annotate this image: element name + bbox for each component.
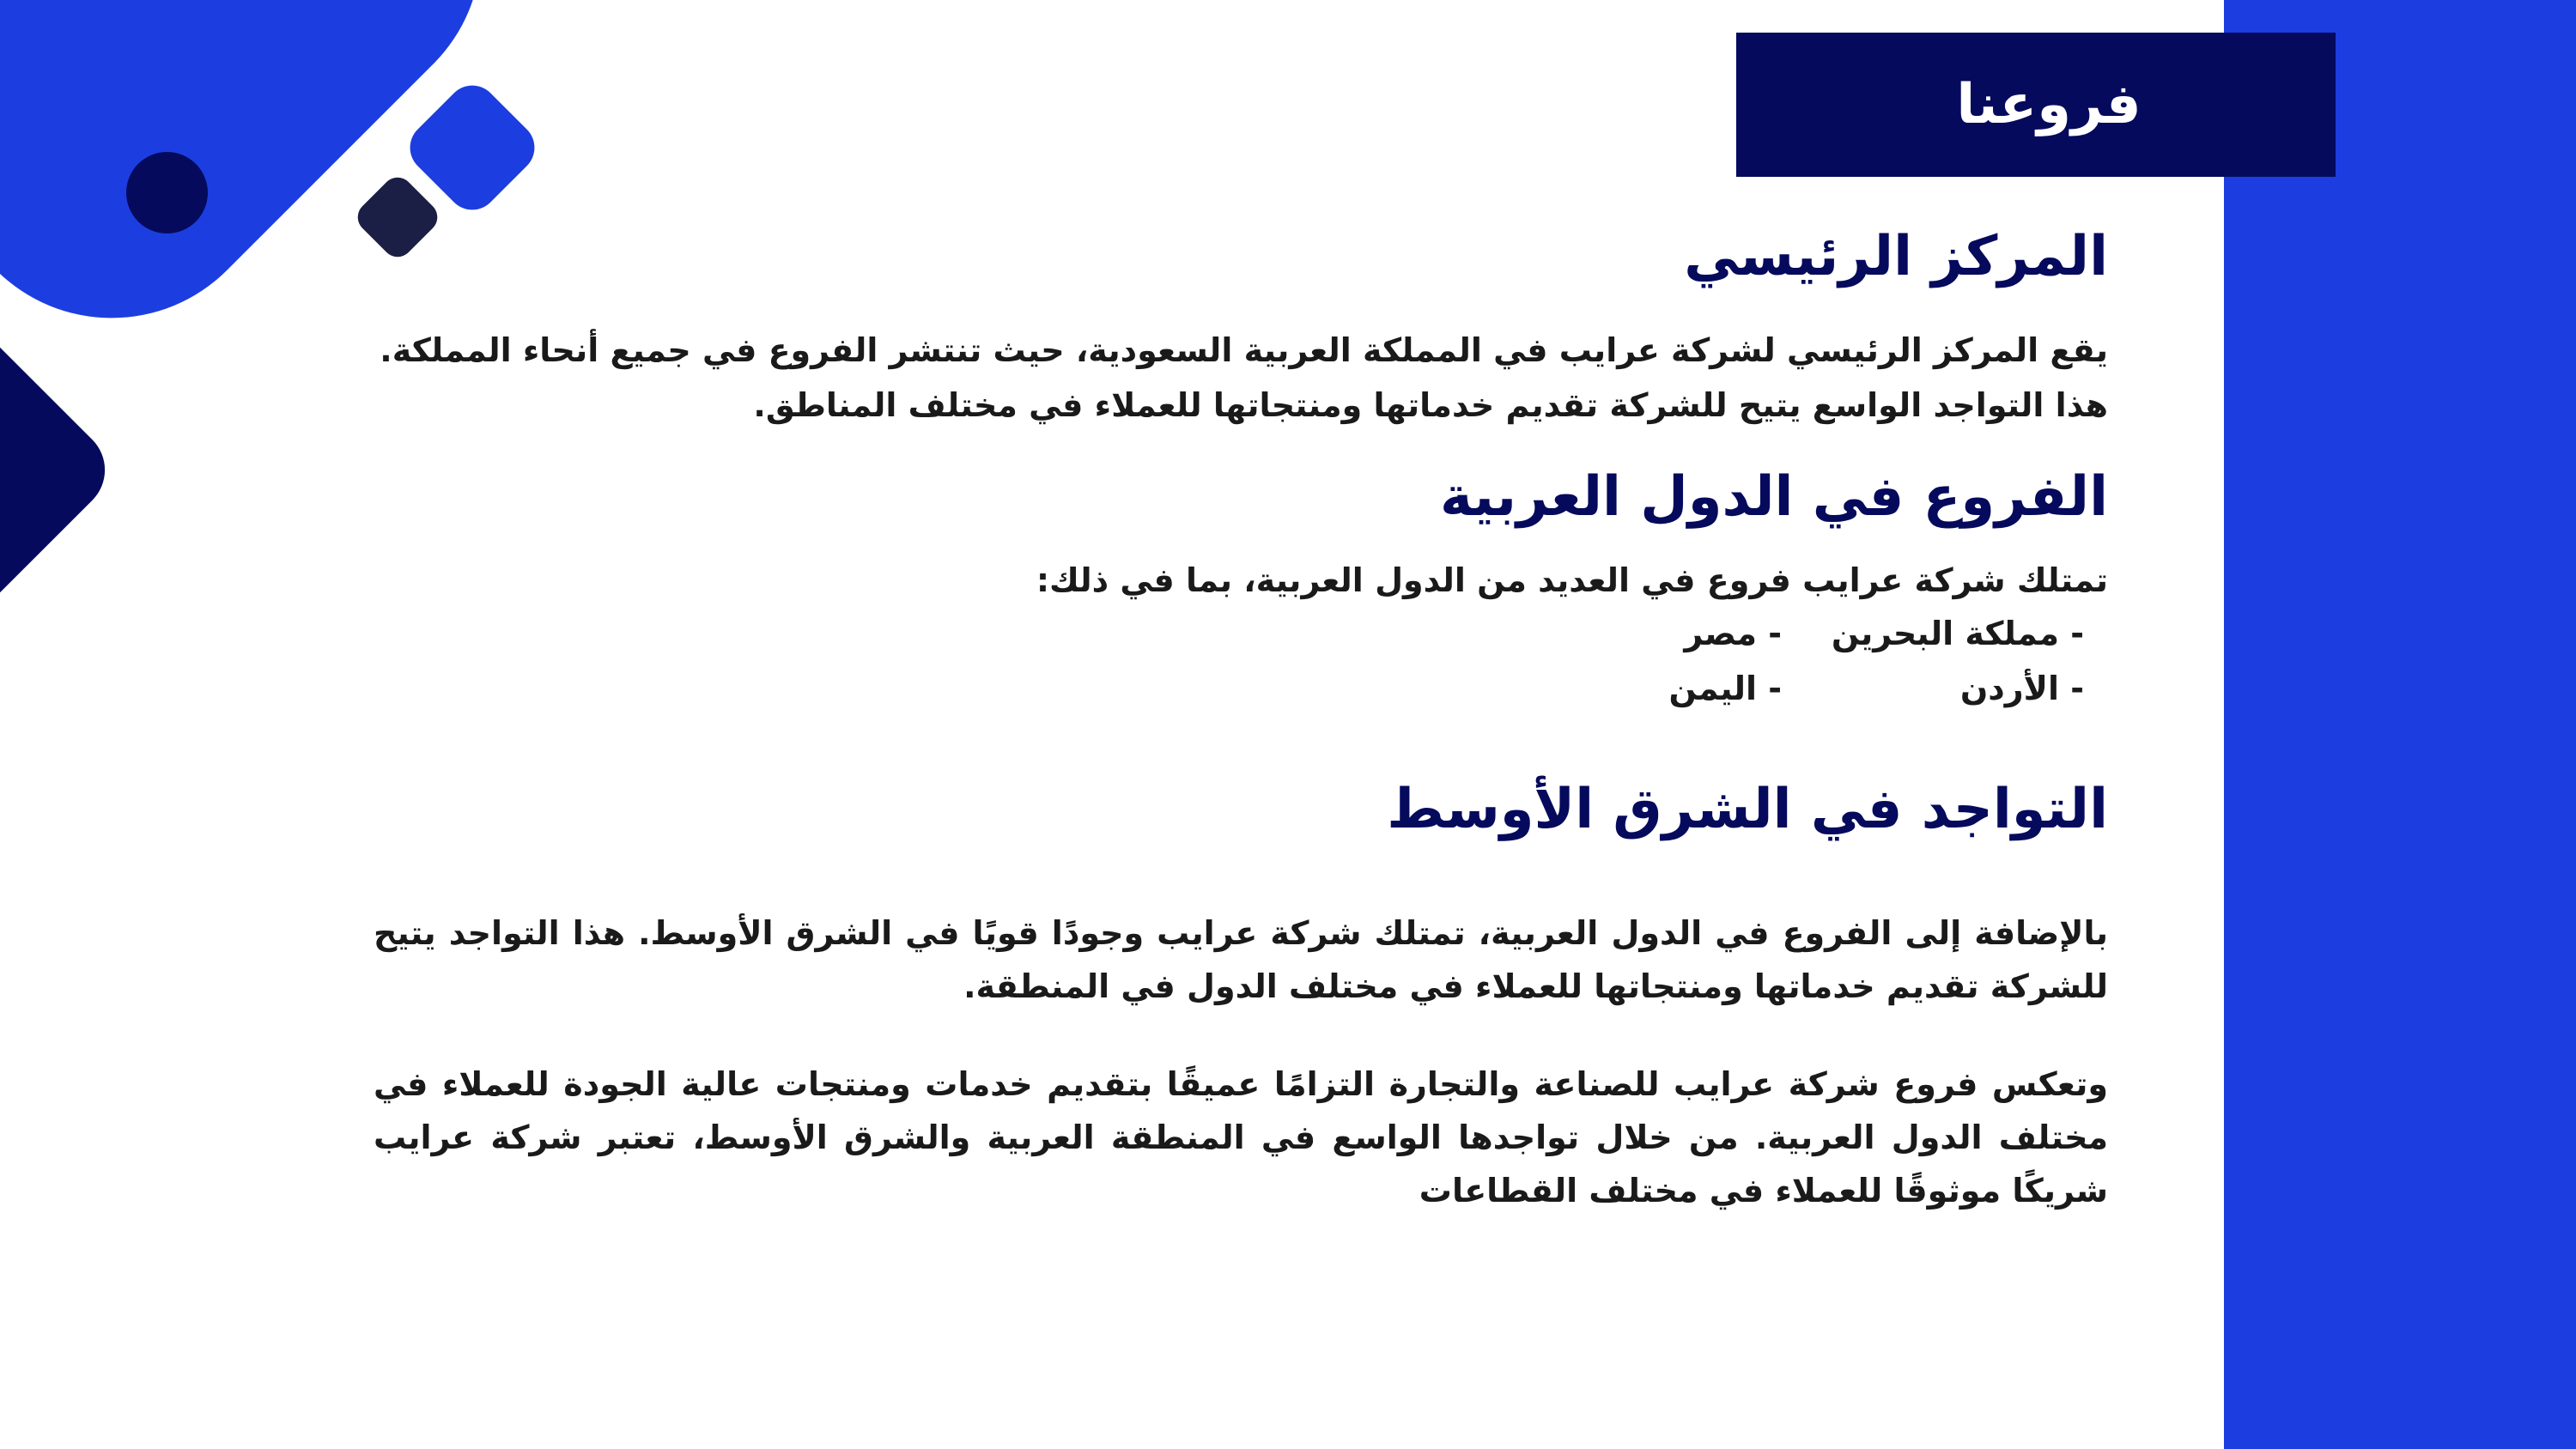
branch-item: - مصر [1684,615,1782,652]
decorative-navy-shape [0,315,123,625]
arab-branches-intro: تمتلك شركة عرايب فروع في العديد من الدول العربية، بما في ذلك: [1036,561,2108,599]
headquarters-line-1: يقع المركز الرئيسي لشركة عرايب في المملكة العربية السعودية، حيث تنتشر الفروع في جميع أنحاء المملكة. [380,331,2108,369]
middle-east-paragraph-1: بالإضافة إلى الفروع في الدول العربية، تمتلك شركة عرايب وجودًا قويًا في الشرق الأوسط. هذا التواجد يتيح للشركة تقديم خدماتها ومنتجاتها للعملاء في مختلف الدول في المنطقة. [374,914,2108,1005]
heading-arab-branches: الفروع في الدول العربية [1440,465,2108,529]
title-banner [1736,33,2336,177]
decorative-dark-square [351,171,443,263]
branch-item: - مملكة البحرين [1831,615,2084,652]
branch-item: - الأردن [1959,670,2084,707]
heading-middle-east: التواجد في الشرق الأوسط [1387,778,2108,841]
right-accent-band [2224,0,2576,1449]
middle-east-paragraph-2: وتعكس فروع شركة عرايب للصناعة والتجارة التزامًا عميقًا بتقديم خدمات ومنتجات عالية الجودة للعملاء في مختلف الدول العربية. من خلال تواجدها الواسع في المنطقة العربية والشرق الأوسط، تعتبر شركة عرايب شريكًا موثوقًا للعملاء في مختلف القطاعات [374,1065,2108,1210]
headquarters-line-2: هذا التواجد الواسع يتيح للشركة تقديم خدماتها ومنتجاتها للعملاء في مختلف المناطق. [753,386,2108,424]
heading-headquarters: المركز الرئيسي [1684,225,2108,288]
decorative-navy-dot [126,152,208,233]
page-title: فروعنا [1956,73,2142,136]
branch-item: - اليمن [1668,670,1782,707]
